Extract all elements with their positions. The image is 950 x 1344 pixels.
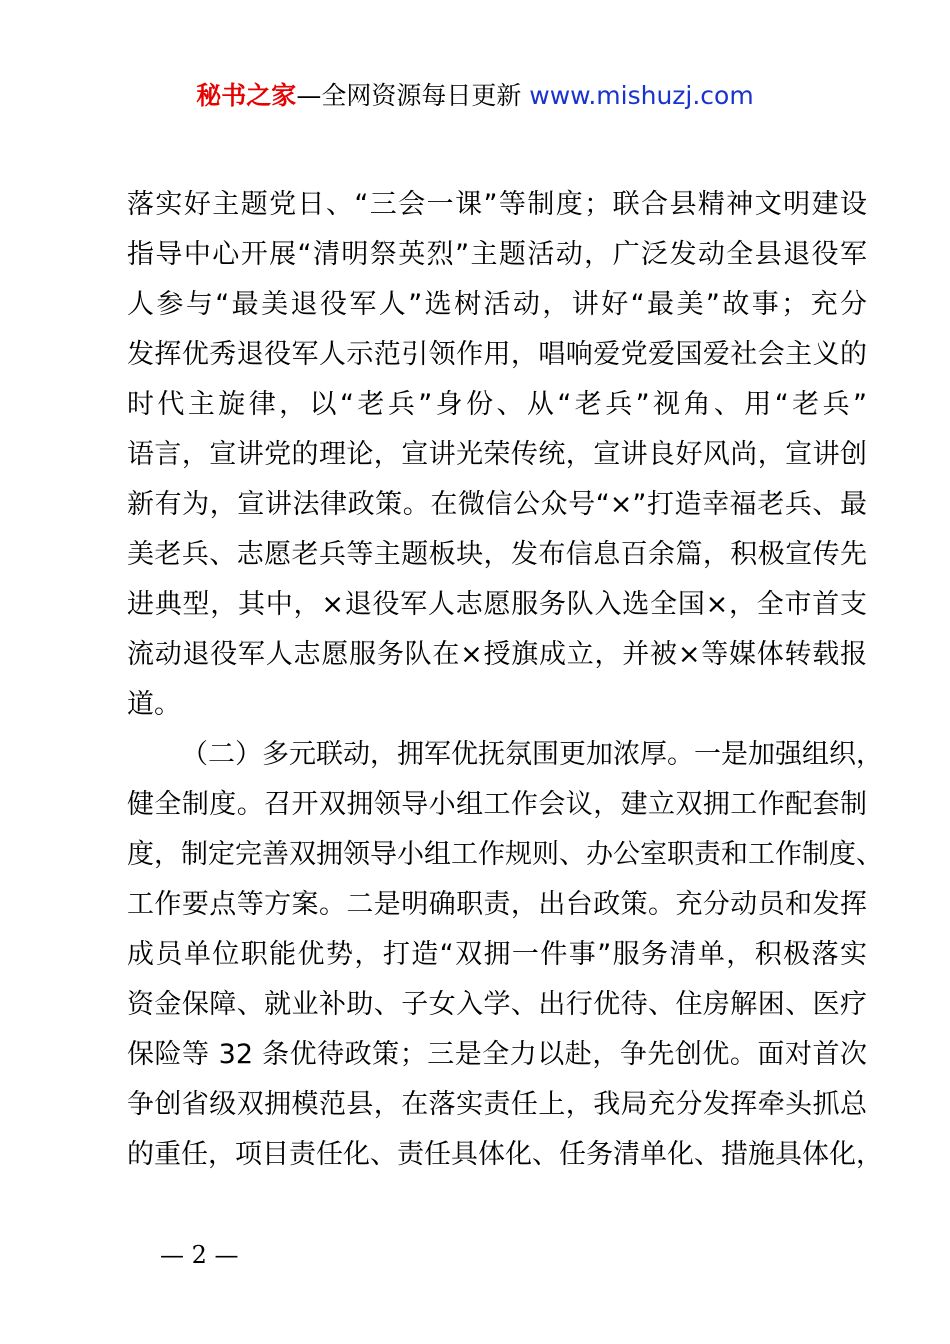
text-line: 语言，宣讲党的理论，宣讲光荣传统，宣讲良好风尚，宣讲创 bbox=[127, 439, 867, 470]
text-line: 道。 bbox=[127, 689, 181, 720]
text-line: （二）多元联动，拥军优抚氛围更加浓厚。一是加强组织， bbox=[181, 739, 883, 770]
header-url-link[interactable]: www.mishuzj.com bbox=[529, 81, 754, 110]
paragraph-2 bbox=[127, 730, 883, 1180]
text-line: 发挥优秀退役军人示范引领作用，唱响爱党爱国爱社会主义的 bbox=[127, 339, 867, 370]
text-line: 美老兵、志愿老兵等主题板块，发布信息百余篇，积极宣传先 bbox=[127, 539, 867, 570]
text-line: 工作要点等方案。二是明确职责，出台政策。充分动员和发挥 bbox=[127, 889, 867, 920]
header-brand: 秘书之家 bbox=[196, 81, 297, 110]
text-line: 成员单位职能优势，打造“双拥一件事”服务清单，积极落实 bbox=[127, 939, 867, 970]
text-line: 争创省级双拥模范县，在落实责任上，我局充分发挥牵头抓总 bbox=[127, 1089, 867, 1120]
text-line: 落实好主题党日、“三会一课”等制度；联合县精神文明建设 bbox=[127, 189, 867, 220]
text-line: 指导中心开展“清明祭英烈”主题活动，广泛发动全县退役军 bbox=[127, 239, 867, 270]
paragraph-1 bbox=[127, 180, 867, 730]
text-line: 流动退役军人志愿服务队在×授旗成立，并被×等媒体转载报 bbox=[127, 639, 867, 670]
document-body bbox=[127, 180, 883, 1180]
text-line: 资金保障、就业补助、子女入学、出行优待、住房解困、医疗 bbox=[127, 989, 867, 1020]
text-line: 时代主旋律，以“老兵”身份、从“老兵”视角、用“老兵” bbox=[127, 389, 867, 420]
page-header bbox=[0, 78, 950, 114]
text-line: 度，制定完善双拥领导小组工作规则、办公室职责和工作制度、 bbox=[127, 839, 883, 870]
text-line: 进典型，其中，×退役军人志愿服务队入选全国×，全市首支 bbox=[127, 589, 867, 620]
text-line: 的重任，项目责任化、责任具体化、任务清单化、措施具体化， bbox=[127, 1139, 883, 1170]
page-number: — 2 — bbox=[160, 1241, 239, 1269]
text-line: 人参与“最美退役军人”选树活动，讲好“最美”故事；充分 bbox=[127, 289, 867, 320]
text-line: 新有为，宣讲法律政策。在微信公众号“×”打造幸福老兵、最 bbox=[127, 489, 867, 520]
text-line: 健全制度。召开双拥领导小组工作会议，建立双拥工作配套制 bbox=[127, 789, 867, 820]
header-tagline: —全网资源每日更新 bbox=[296, 81, 522, 110]
text-line: 保险等 32 条优待政策；三是全力以赴，争先创优。面对首次 bbox=[127, 1039, 867, 1070]
